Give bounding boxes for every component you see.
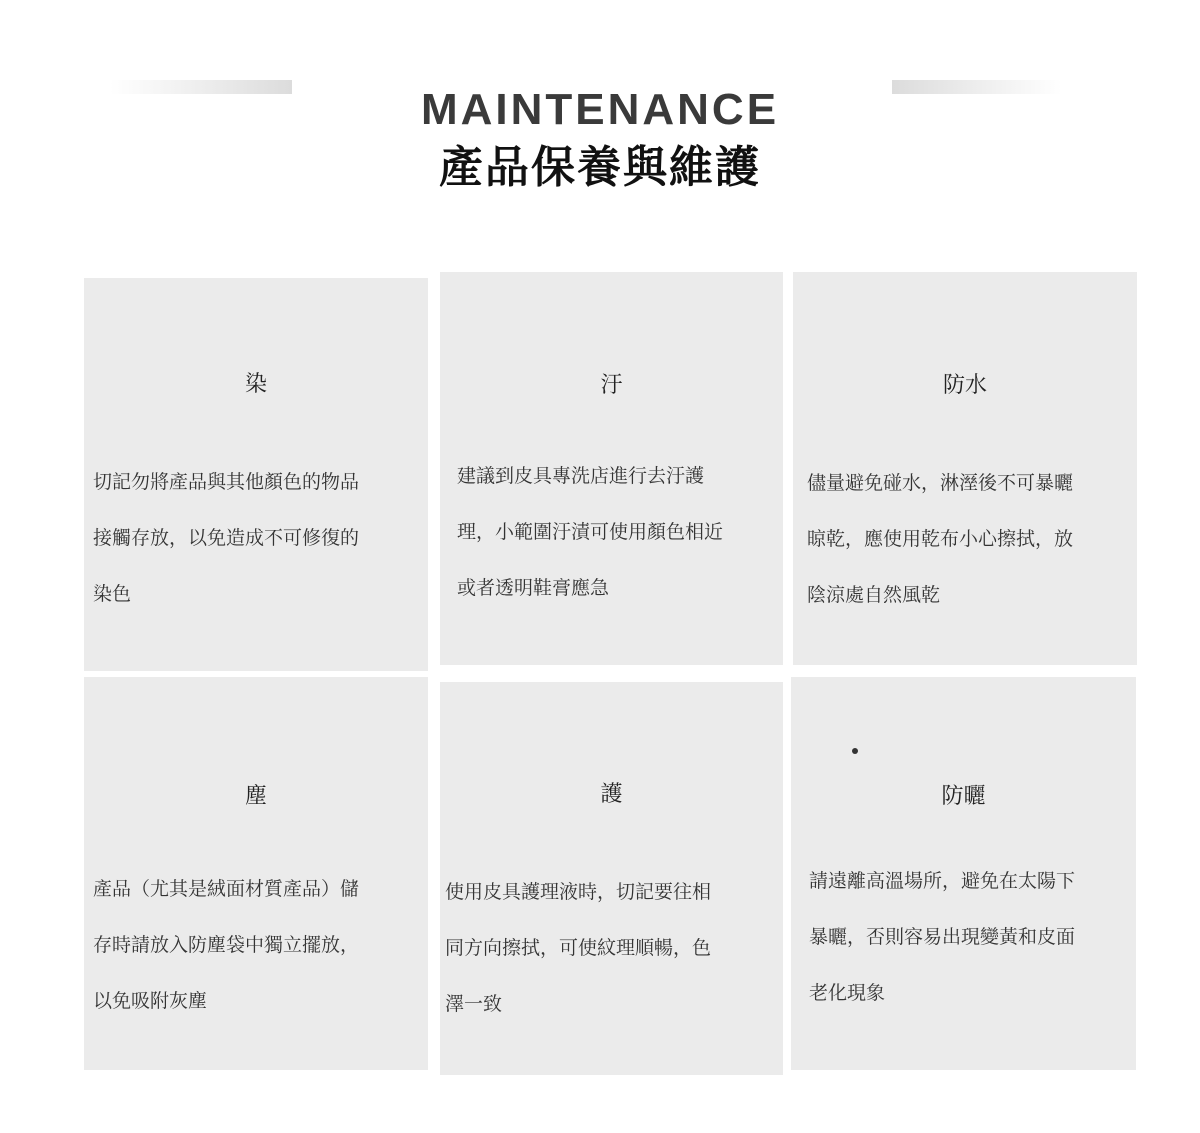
care-card-stain (440, 272, 783, 665)
care-card-text (445, 864, 711, 1032)
care-card-text (93, 861, 443, 1029)
care-card-line: 澤一致 (445, 993, 503, 1015)
care-card-line: 老化現象 (809, 982, 886, 1004)
care-card-heading: 護 (600, 782, 623, 807)
care-card-line: 儘量避免碰水，淋溼後不可暴曬 (807, 472, 1074, 494)
care-card-text (457, 448, 723, 616)
care-card-line: 晾乾，應使用乾布小心擦拭，放 (807, 528, 1074, 550)
care-card-sunproof (791, 677, 1136, 1070)
page-title-chinese: 產品保養與維護 (439, 142, 761, 193)
care-card-line: 使用皮具護理液時，切記要往相 (445, 881, 712, 903)
care-card-line: 存時請放入防塵袋中獨立擺放， (93, 934, 360, 956)
care-card-heading: 染 (244, 372, 267, 397)
care-card-dye (84, 278, 428, 671)
care-card-line: 理，小範圍汙漬可使用顏色相近 (457, 521, 724, 543)
care-card-line: 建議到皮具專洗店進行去汙護 (457, 465, 705, 487)
care-card-line: 接觸存放，以免造成不可修復的 (93, 527, 360, 549)
care-card-waterproof (793, 272, 1137, 665)
care-card-text (93, 454, 359, 622)
bullet-dot-icon (852, 748, 858, 754)
care-card-line: 請遠離高溫場所，避免在太陽下 (809, 870, 1076, 892)
care-card-text (809, 853, 1075, 1021)
care-card-line: 或者透明鞋膏應急 (457, 577, 610, 599)
page-title-english: MAINTENANCE (420, 85, 780, 134)
care-card-line: 切記勿將產品與其他顏色的物品 (93, 471, 360, 493)
care-card-heading: 防水 (942, 373, 987, 398)
care-card-text (807, 455, 1073, 623)
care-card-heading: 汙 (600, 373, 623, 398)
care-card-line: 染色 (93, 583, 132, 605)
care-card-heading: 塵 (244, 784, 267, 809)
care-card-line: 以免吸附灰塵 (93, 990, 208, 1012)
care-card-heading: 防曬 (941, 784, 986, 809)
care-card-dust (84, 677, 428, 1070)
care-card-care (440, 682, 783, 1075)
care-card-line: 產品（尤其是絨面材質產品）儲 (93, 878, 360, 900)
care-card-line: 暴曬，否則容易出現變黃和皮面 (809, 926, 1076, 948)
care-card-line: 陰涼處自然風乾 (807, 584, 941, 606)
care-card-line: 同方向擦拭，可使紋理順暢，色 (445, 937, 712, 959)
